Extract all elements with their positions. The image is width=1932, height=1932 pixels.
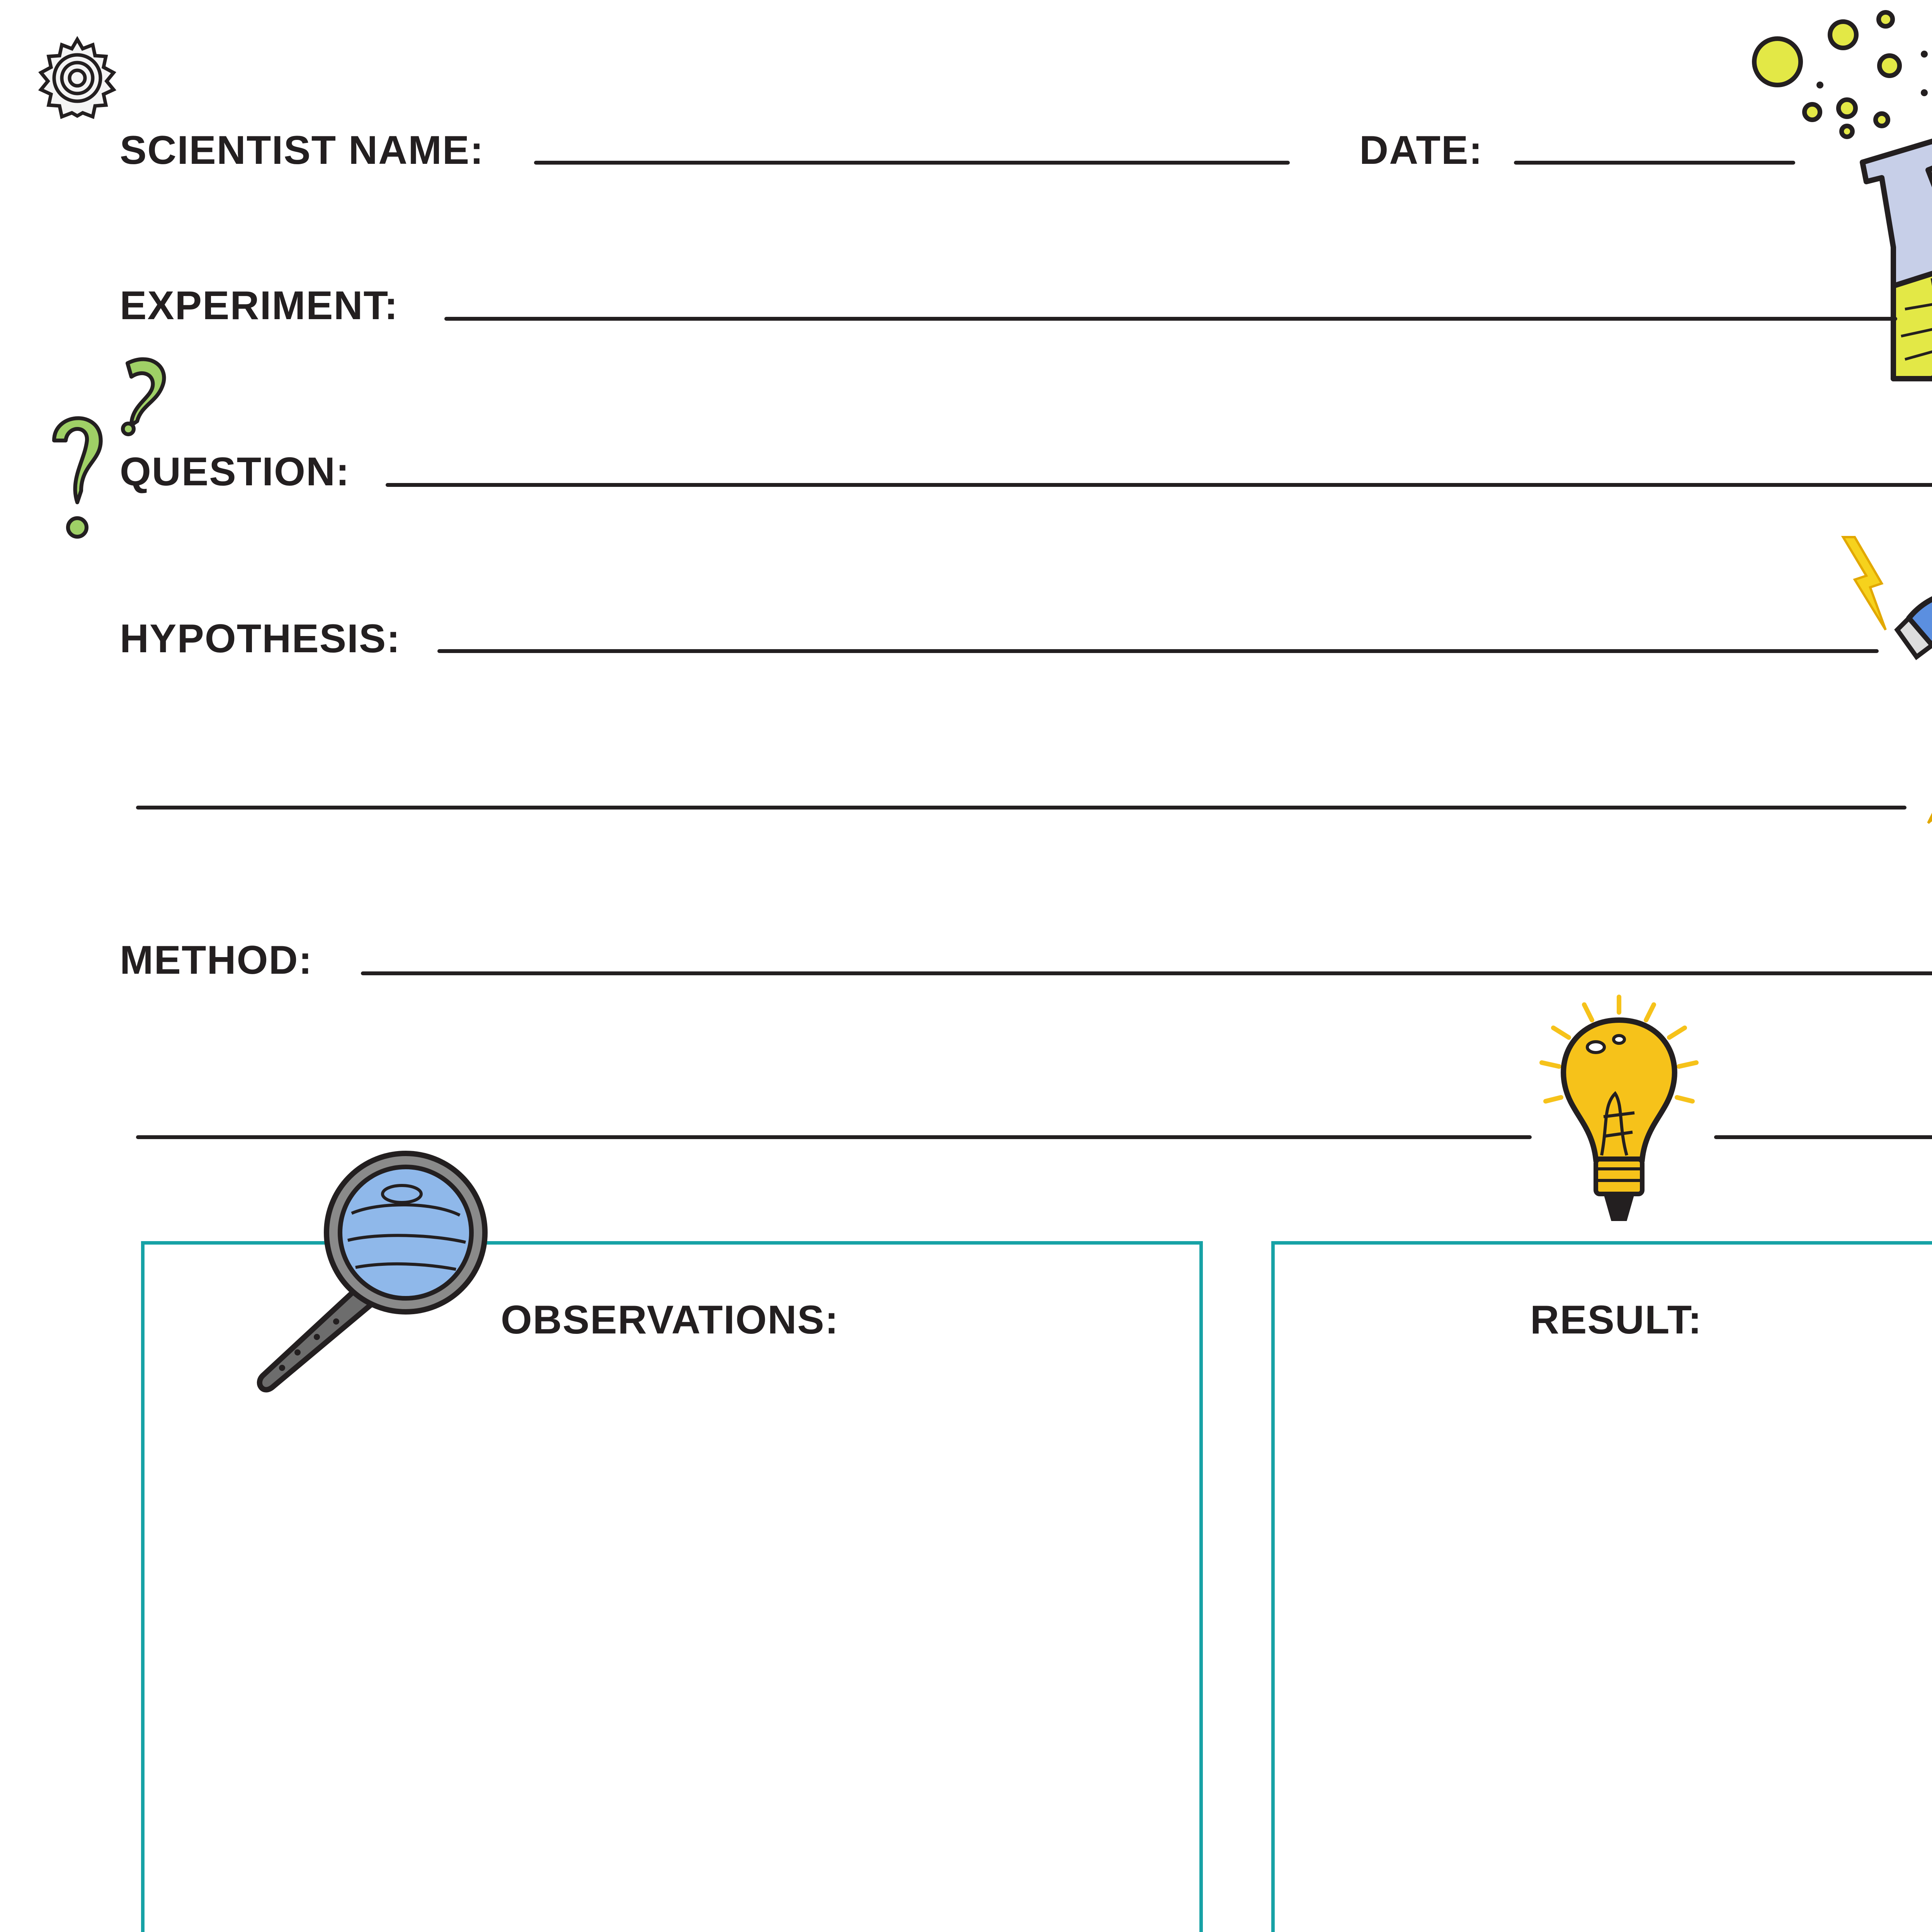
experiment-label: EXPERIMENT:: [120, 283, 399, 328]
hypothesis-label: HYPOTHESIS:: [120, 616, 401, 661]
date-label: DATE:: [1359, 128, 1483, 173]
observations-label: OBSERVATIONS:: [501, 1298, 839, 1342]
lightning-icon: [1843, 537, 1886, 630]
method-label: METHOD:: [120, 938, 313, 983]
experiment-field[interactable]: [444, 317, 1897, 321]
magnifying-glass-icon: [240, 1144, 526, 1399]
result-label: RESULT:: [1530, 1298, 1702, 1342]
flask-icon: [1731, 8, 1932, 386]
hypothesis-field[interactable]: [437, 649, 1879, 653]
question-mark-icon: [39, 348, 178, 549]
lightbulb-icon: [1530, 989, 1708, 1240]
magnet-icon: [1839, 529, 1932, 838]
method-field[interactable]: [361, 971, 1932, 975]
method-field-line-2-left[interactable]: [136, 1135, 1532, 1139]
scientist-name-label: SCIENTIST NAME:: [120, 128, 484, 173]
question-field[interactable]: [386, 483, 1932, 487]
gear-icon: [35, 35, 120, 120]
question-label: QUESTION:: [120, 449, 350, 494]
result-box[interactable]: [1271, 1241, 1932, 1932]
hypothesis-field-line-2[interactable]: [136, 806, 1906, 810]
method-field-line-2-right[interactable]: [1714, 1135, 1932, 1139]
scientist-name-field[interactable]: [534, 161, 1290, 165]
